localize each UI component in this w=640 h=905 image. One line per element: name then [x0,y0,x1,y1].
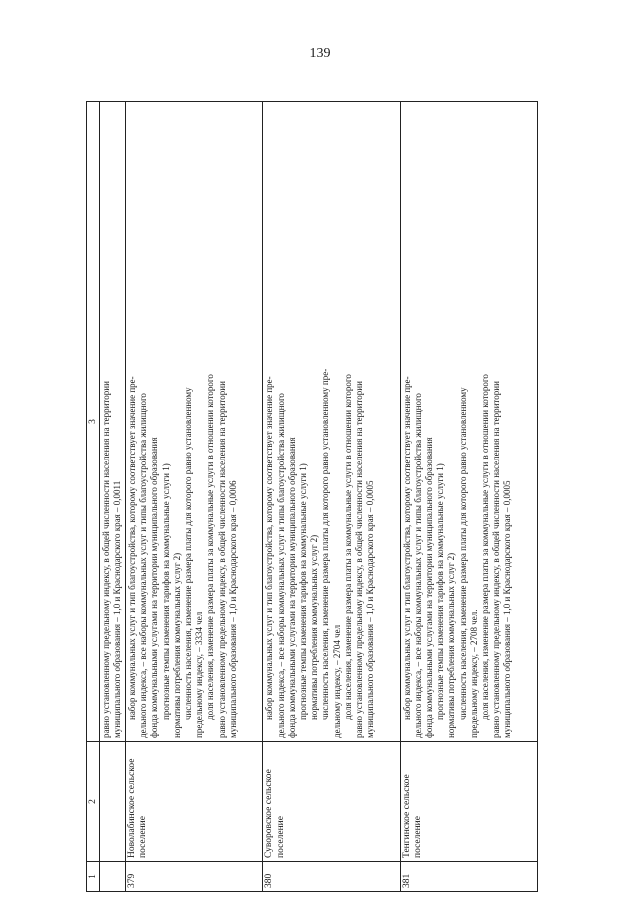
continuation-text [100,102,126,742]
row-number: 379 [126,862,263,892]
settlement-name: Тенгинское сельское поселение [400,742,537,862]
indicator-line: дельного индекса, – все наборы коммунальных услуг и типы благоустройства жилищного [275,393,286,738]
indicator-text [126,102,263,742]
indicator-line: численность населения, изменение размера платы для которого равно установленному [183,387,194,720]
indicator-line: нормативы потребления коммунальных услуг 2) [446,552,457,738]
indicator-line: прогнозные темпы изменения тарифов на коммунальные услуги 1) [435,463,446,720]
header-row [87,102,100,892]
indicator-line: предельному индексу, – 3334 чел [194,611,205,738]
continuation-line: равно установленному предельному индексу, в общей численности населения на территории [101,381,111,738]
row-number: 380 [263,862,400,892]
indicator-line: доля населения, изменение размера платы за коммунальные услуги в отношении которого [480,374,491,720]
continuation-cell-1 [100,862,126,892]
indicator-line: набор коммунальных услуг и тип благоустройства, которому соответствует значение пре- [127,376,137,720]
indicator-line: муниципального образования – 1,0 и Краснодарского края – 0,0006 [227,480,238,738]
row-number: 381 [400,862,537,892]
page-number: 139 [309,46,331,61]
indicator-line: набор коммунальных услуг и тип благоустройства, которому соответствует значение пре- [264,376,275,720]
continuation-line: муниципального образования – 1,0 и Краснодарского края – 0,0011 [112,480,123,738]
indicator-line: доля населения, изменение размера платы за коммунальные услуги в отношении которого [342,374,353,720]
settlement-name: Суворовское сельское поселение [263,742,400,862]
rotated-table-wrapper [86,102,538,892]
indicator-line: прогнозные темпы изменения тарифов на коммунальные услуги 1) [297,463,308,720]
continuation-cell-2 [100,742,126,862]
table-row [126,102,263,892]
indicator-line: муниципального образования – 1,0 и Краснодарского края – 0,0005 [502,480,513,738]
indicator-line: нормативы потребления коммунальных услуг 2) [309,534,320,720]
indicator-line: фонда коммунальными услугами на территории муниципального образования [424,437,435,738]
indicator-line: набор коммунальных услуг и тип благоустройства, которому соответствует значение пре- [401,376,412,720]
indicator-line: прогнозные темпы изменения тарифов на коммунальные услуги 1) [160,463,171,720]
indicator-line: равно установленному предельному индексу, в общей численности населения на территории [491,381,502,738]
header-col-1: 1 [87,862,100,892]
header-col-3: 3 [87,102,100,742]
table-row [400,102,537,892]
indicator-line: фонда коммунальными услугами на территории муниципального образования [149,437,160,738]
settlement-name: Новолабинское сельское поселение [126,742,263,862]
table-row [263,102,400,892]
indicator-line: доля населения, изменение размера платы за коммунальные услуги в отношении которого [205,374,216,720]
indicator-line: фонда коммунальными услугами на территории муниципального образования [286,437,297,738]
indicator-text [400,102,537,742]
indicator-line: численность населения, изменение размера платы для которого равно установленному [457,387,468,720]
indicator-line: дельному индексу, – 2704 чел [331,624,342,738]
indicator-line: муниципального образования – 1,0 и Краснодарского края – 0,0005 [365,480,376,738]
indicator-line: нормативы потребления коммунальных услуг 2) [171,552,182,738]
indicator-line: дельного индекса, – все наборы коммунальных услуг и типы благоустройства жилищного [138,393,149,738]
indicator-text [263,102,400,742]
indicator-line: равно установленному предельному индексу, в общей численности населения на территории [353,381,364,738]
indicator-line: равно установленному предельному индексу, в общей численности населения на территории [216,381,227,738]
header-col-2: 2 [87,742,100,862]
continuation-row [100,102,126,892]
indicator-line: предельному индексу, – 2708 чел. [468,609,479,738]
indicator-line: численность населения, изменение размера платы для которого равно установленному пре- [320,368,331,720]
indicator-line: дельного индекса, – все наборы коммунальных услуг и типы благоустройства жилищного [412,393,423,738]
tariff-table [86,101,538,892]
